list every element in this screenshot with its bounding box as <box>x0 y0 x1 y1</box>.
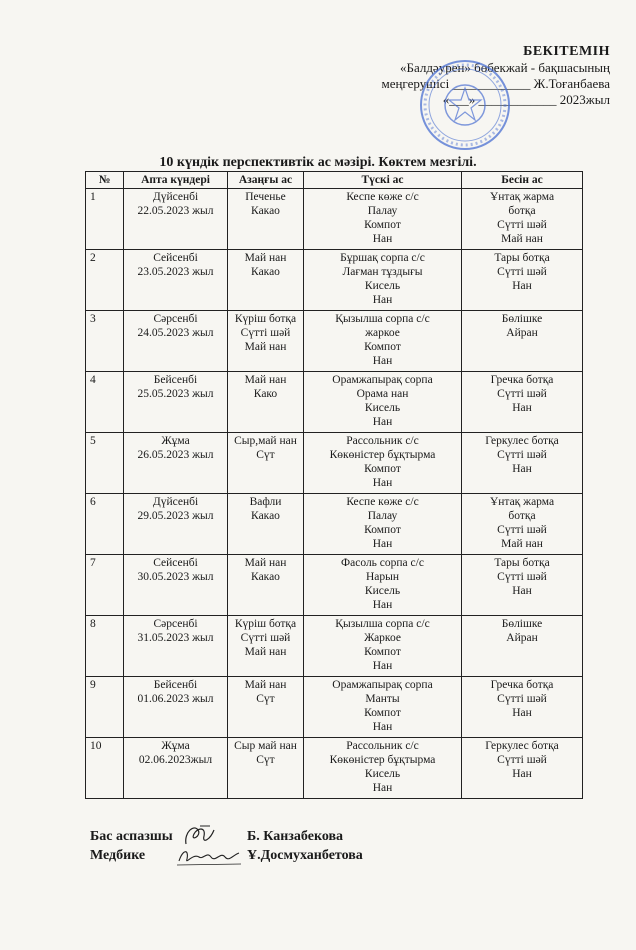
lunch-cell <box>304 311 462 372</box>
weekday-cell <box>124 738 228 799</box>
table-row <box>86 433 583 494</box>
row-number: 7 <box>86 555 124 616</box>
weekday-cell <box>124 677 228 738</box>
lunch-cell <box>304 555 462 616</box>
weekday-item: 22.05.2023 жыл <box>137 205 214 217</box>
weekday-cell <box>124 250 228 311</box>
breakfast-item: Какао <box>251 571 280 583</box>
header-snack: Бесін ас <box>462 172 583 189</box>
header-weekday: Апта күндері <box>124 172 228 189</box>
snack-item: Гречка ботқа <box>490 374 554 386</box>
table-row <box>86 616 583 677</box>
snack-item: Нан <box>512 707 532 719</box>
nurse-role: Медбике <box>90 848 146 863</box>
table-row <box>86 189 583 250</box>
lunch-item: Көкөністер бұқтырма <box>329 449 436 461</box>
table-row <box>86 494 583 555</box>
snack-item: Сүтті шәй <box>497 219 547 231</box>
breakfast-item: Май нан <box>244 341 287 353</box>
approval-line-2: меңгерушісі ____________ Ж.Тоғанбаева <box>381 76 610 91</box>
lunch-item: Нан <box>372 294 393 306</box>
snack-item: Нан <box>512 768 532 780</box>
lunch-item: Кисель <box>364 585 401 597</box>
chef-signature-row <box>90 828 490 847</box>
header-breakfast: Азаңғы ас <box>228 172 304 189</box>
lunch-item: Палау <box>367 510 398 522</box>
breakfast-item: Күріш ботқа <box>234 618 297 630</box>
approval-heading: БЕКІТЕМІН <box>523 44 610 59</box>
weekday-item: Бейсенбі <box>153 679 198 691</box>
snack-cell <box>462 616 583 677</box>
weekday-item: Сәрсенбі <box>153 618 198 630</box>
snack-item: Май нан <box>501 233 543 245</box>
breakfast-cell <box>228 250 304 311</box>
breakfast-item: Май нан <box>244 679 287 691</box>
row-number: 1 <box>86 189 124 250</box>
row-number: 10 <box>86 738 124 799</box>
row-number: 8 <box>86 616 124 677</box>
signatures-block <box>90 828 490 866</box>
snack-item: Тары ботқа <box>494 557 550 569</box>
row-number: 9 <box>86 677 124 738</box>
weekday-item: Сәрсенбі <box>153 313 198 325</box>
lunch-item: Кисель <box>364 402 401 414</box>
breakfast-item: Май нан <box>244 557 287 569</box>
snack-cell <box>462 555 583 616</box>
header-lunch: Түскі ас <box>304 172 462 189</box>
header-number: № <box>86 172 124 189</box>
lunch-cell <box>304 616 462 677</box>
lunch-item: Қызылша сорпа с/с <box>335 313 430 325</box>
weekday-item: Дүйсенбі <box>152 496 199 508</box>
row-number: 5 <box>86 433 124 494</box>
snack-item: Бөлішке <box>501 313 543 325</box>
weekday-cell <box>124 311 228 372</box>
breakfast-item: Сүт <box>256 449 275 461</box>
breakfast-cell <box>228 555 304 616</box>
nurse-signature-icon <box>175 843 243 869</box>
weekday-item: 30.05.2023 жыл <box>137 571 214 583</box>
table-row <box>86 555 583 616</box>
breakfast-cell <box>228 189 304 250</box>
lunch-item: Нан <box>372 477 393 489</box>
snack-item: Нан <box>512 463 532 475</box>
breakfast-item: Сүт <box>256 693 275 705</box>
snack-item: Геркулес ботқа <box>485 740 559 752</box>
snack-item: Сүтті шәй <box>497 388 547 400</box>
lunch-item: Палау <box>367 205 398 217</box>
lunch-item: Кеспе көже с/с <box>346 496 419 508</box>
lunch-item: Орамжапырақ сорпа <box>332 679 433 691</box>
snack-item: Геркулес ботқа <box>485 435 559 447</box>
breakfast-item: Какао <box>251 266 280 278</box>
breakfast-cell <box>228 433 304 494</box>
lunch-item: Көкөністер бұқтырма <box>329 754 436 766</box>
breakfast-item: Май нан <box>244 646 287 658</box>
snack-item: Сүтті шәй <box>497 571 547 583</box>
snack-item: Сүтті шәй <box>497 693 547 705</box>
breakfast-item: Вафли <box>249 496 282 508</box>
snack-item: Нан <box>512 585 532 597</box>
breakfast-cell <box>228 677 304 738</box>
snack-cell <box>462 189 583 250</box>
weekday-item: 23.05.2023 жыл <box>137 266 214 278</box>
snack-item: ботқа <box>508 510 536 522</box>
chef-name: Б. Канзабекова <box>247 829 344 844</box>
table-header-row <box>86 172 583 189</box>
lunch-cell <box>304 250 462 311</box>
weekday-cell <box>124 433 228 494</box>
lunch-item: Манты <box>365 693 400 705</box>
breakfast-item: Сыр,май нан <box>234 435 297 447</box>
snack-item: Ұнтақ жарма <box>489 496 555 508</box>
weekday-cell <box>124 372 228 433</box>
breakfast-item: Май нан <box>244 374 287 386</box>
lunch-cell <box>304 738 462 799</box>
official-seal-icon <box>418 58 512 152</box>
breakfast-cell <box>228 738 304 799</box>
breakfast-item: Сүт <box>256 754 275 766</box>
snack-item: Айран <box>506 632 538 644</box>
lunch-item: Рассольник с/с <box>346 435 419 447</box>
snack-item: Сүтті шәй <box>497 266 547 278</box>
breakfast-item: Күріш ботқа <box>234 313 297 325</box>
breakfast-item: Како <box>253 388 278 400</box>
weekday-item: Жұма <box>161 435 190 447</box>
lunch-item: жаркое <box>365 327 400 339</box>
row-number: 6 <box>86 494 124 555</box>
weekday-item: Бейсенбі <box>153 374 198 386</box>
lunch-cell <box>304 189 462 250</box>
snack-item: Айран <box>506 327 538 339</box>
breakfast-item: Май нан <box>244 252 287 264</box>
table-row <box>86 677 583 738</box>
lunch-item: Нан <box>372 721 393 733</box>
lunch-item: Нарын <box>365 571 400 583</box>
weekday-cell <box>124 189 228 250</box>
lunch-item: Нан <box>372 538 393 550</box>
snack-cell <box>462 372 583 433</box>
snack-item: Май нан <box>501 538 543 550</box>
table-row <box>86 372 583 433</box>
lunch-item: Бұршақ сорпа с/с <box>340 252 425 264</box>
lunch-cell <box>304 494 462 555</box>
lunch-item: Компот <box>364 341 401 353</box>
lunch-cell <box>304 372 462 433</box>
lunch-item: Нан <box>372 782 393 794</box>
snack-item: Тары ботқа <box>494 252 550 264</box>
snack-item: Гречка ботқа <box>490 679 554 691</box>
lunch-cell <box>304 433 462 494</box>
weekday-item: 31.05.2023 жыл <box>137 632 214 644</box>
table-row <box>86 250 583 311</box>
lunch-item: Нан <box>372 233 393 245</box>
breakfast-item: Сүтті шәй <box>240 327 291 339</box>
snack-cell <box>462 494 583 555</box>
weekday-item: 24.05.2023 жыл <box>137 327 214 339</box>
lunch-item: Кисель <box>364 768 401 780</box>
weekday-item: Жұма <box>161 740 190 752</box>
row-number: 4 <box>86 372 124 433</box>
approval-line-3: «___» ____________ 2023жыл <box>442 92 610 107</box>
lunch-item: Нан <box>372 416 393 428</box>
lunch-item: Компот <box>364 463 401 475</box>
lunch-item: Лағман тұздығы <box>342 266 423 278</box>
snack-item: Нан <box>512 280 532 292</box>
approval-line-1: «Балдәурен» бөбекжай - бақшасының <box>399 60 610 75</box>
snack-cell <box>462 311 583 372</box>
lunch-item: Нан <box>372 355 393 367</box>
weekday-item: 26.05.2023 жыл <box>137 449 214 461</box>
breakfast-item: Печенье <box>245 191 286 203</box>
breakfast-item: Какао <box>251 510 280 522</box>
lunch-item: Рассольник с/с <box>346 740 419 752</box>
lunch-item: Фасоль сорпа с/с <box>341 557 424 569</box>
lunch-item: Нан <box>372 660 393 672</box>
lunch-item: Орама нан <box>356 388 409 400</box>
snack-item: Сүтті шәй <box>497 449 547 461</box>
breakfast-cell <box>228 616 304 677</box>
snack-cell <box>462 433 583 494</box>
snack-item: Нан <box>512 402 532 414</box>
lunch-item: Компот <box>364 524 401 536</box>
menu-table <box>85 171 583 799</box>
snack-cell <box>462 677 583 738</box>
lunch-cell <box>304 677 462 738</box>
snack-cell <box>462 250 583 311</box>
lunch-item: Компот <box>364 219 401 231</box>
lunch-item: Кеспе көже с/с <box>346 191 419 203</box>
row-number: 2 <box>86 250 124 311</box>
snack-item: Бөлішке <box>501 618 543 630</box>
weekday-item: 29.05.2023 жыл <box>137 510 214 522</box>
weekday-item: Сейсенбі <box>153 252 198 264</box>
lunch-item: Қызылша сорпа с/с <box>335 618 430 630</box>
breakfast-cell <box>228 372 304 433</box>
table-row <box>86 311 583 372</box>
nurse-name: Ұ.Досмуханбетова <box>247 848 363 863</box>
weekday-item: Сейсенбі <box>153 557 198 569</box>
weekday-item: 02.06.2023жыл <box>138 754 213 766</box>
breakfast-item: Какао <box>251 205 280 217</box>
weekday-item: Дүйсенбі <box>152 191 199 203</box>
nurse-signature-row <box>90 847 490 866</box>
snack-cell <box>462 738 583 799</box>
lunch-item: Нан <box>372 599 393 611</box>
lunch-item: Кисель <box>364 280 401 292</box>
weekday-cell <box>124 616 228 677</box>
chef-role: Бас аспазшы <box>90 829 173 844</box>
snack-item: Сүтті шәй <box>497 524 547 536</box>
menu-title: 10 күндік перспективтік ас мәзірі. Көктем мезгілі. <box>159 155 477 170</box>
snack-item: Сүтті шәй <box>497 754 547 766</box>
table-row <box>86 738 583 799</box>
lunch-item: Компот <box>364 646 401 658</box>
lunch-item: Орамжапырақ сорпа <box>332 374 433 386</box>
weekday-item: 01.06.2023 жыл <box>137 693 214 705</box>
weekday-cell <box>124 494 228 555</box>
row-number: 3 <box>86 311 124 372</box>
breakfast-cell <box>228 311 304 372</box>
breakfast-item: Сүтті шәй <box>240 632 291 644</box>
snack-item: Ұнтақ жарма <box>489 191 555 203</box>
weekday-cell <box>124 555 228 616</box>
lunch-item: Компот <box>364 707 401 719</box>
weekday-item: 25.05.2023 жыл <box>137 388 214 400</box>
table-body <box>86 189 583 799</box>
breakfast-item: Сыр май нан <box>234 740 297 752</box>
lunch-item: Жаркое <box>364 632 401 644</box>
snack-item: ботқа <box>508 205 536 217</box>
breakfast-cell <box>228 494 304 555</box>
